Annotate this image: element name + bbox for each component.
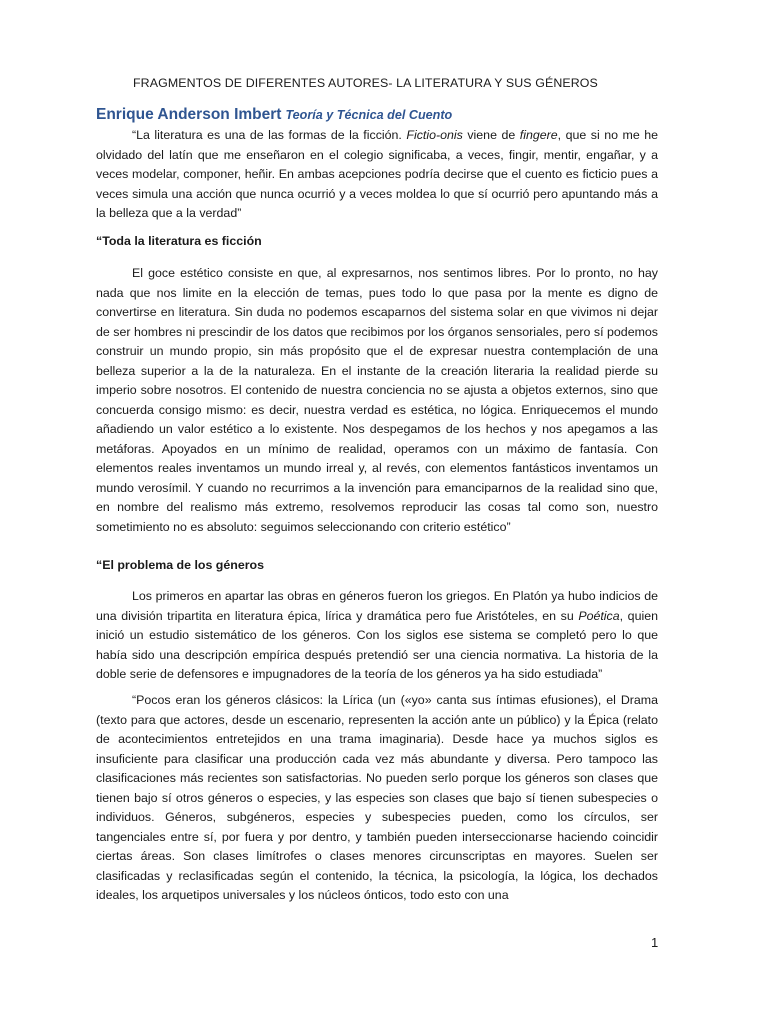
subheading-literature-fiction: “Toda la literatura es ficción	[96, 234, 262, 248]
intro-paragraph	[96, 126, 658, 224]
author-name: Enrique Anderson Imbert	[96, 106, 282, 123]
paragraph-greeks	[96, 587, 658, 685]
intro-text-1: “La literatura es una de las formas de la ficción.	[132, 128, 407, 142]
source-heading	[96, 106, 452, 124]
greeks-italic: Poética	[578, 608, 620, 623]
document-title: FRAGMENTOS DE DIFERENTES AUTORES- LA LITERATURA Y SUS GÉNEROS	[133, 76, 598, 90]
intro-italic-1: Fictio-onis	[406, 128, 463, 142]
book-title: Teoría y Técnica del Cuento	[285, 108, 453, 122]
paragraph-aesthetic: El goce estético consiste en que, al expresarnos, nos sentimos libres. Por lo pronto, no hay nada que nos limite en la elección de temas, pues todo lo que pasa por la mente es digno de convertirse en literatura. Sin duda no podemos escaparnos del sistema solar en que vivimos ni dejar de ser hombres ni prescindir de los datos que recibimos por los órganos sensoriales, pero sí podemos construir un mundo propio, sin más propósito que el de expresar nuestra contemplación de una belleza superior a la de la naturaleza. En el instante de la creación literaria la realidad pierde su imperio sobre nosotros. El contenido de nuestra conciencia no se ajusta a objetos externos, sino que concuerda consigo mismo: es decir, nuestra verdad es estética, no lógica. Enriquecemos el mundo añadiendo un valor estético a lo existente. Nos despegamos de los hechos y nos apegamos a las metáforas. Apoyados en un mínimo de realidad, operamos con un máximo de fantasía. Con elementos reales inventamos un mundo irreal y, al revés, con elementos fantásticos inventamos un mundo verosímil. Y cuando no recurrimos a la invención para emanciparnos de la realidad sino que, en nombre del realismo más extremo, resolvemos reproducir las cosas tal como son, nuestro sometimiento no es absoluto: seguimos seleccionando con criterio estético”	[96, 266, 658, 534]
intro-italic-2: fingere	[519, 128, 558, 142]
subheading-genres-problem: “El problema de los géneros	[96, 558, 265, 572]
greeks-text-1: Los primeros en apartar las obras en géneros fueron los griegos. En Platón ya hubo indicios de una división tripartita en literatura épica, lírica y dramática pero fue Aristóteles, en su	[96, 589, 658, 623]
page-number: 1	[651, 935, 659, 950]
intro-text-2: viene de	[462, 128, 520, 142]
greeks-text-2: , quien inició un estudio sistemático de los géneros. Con los siglos ese sistema se completó pero lo que había sido una descripción empírica después pretendió ser una ciencia normativa. La historia de la doble serie de defensores e impugnadores de la teoría de los géneros ya ha sido estudiada”	[96, 608, 659, 681]
intro-text-3: , que si no me he olvidado del latín que me enseñaron en el colegio significaba, a veces, fingir, mentir, engañar, y a veces modelar, componer, heñir. En ambas acepciones podría decirse que el cuento es ficticio pues a veces simula una acción que nunca ocurrió y a veces moldea lo que sí ocurrió pero apuntando más a la belleza que a la verdad”	[96, 128, 659, 220]
paragraph-classic-genres: “Pocos eran los géneros clásicos: la Lírica (un («yo» canta sus íntimas efusiones), el Drama (texto para que actores, desde un escenario, representen la acción ante un público) y la Épica (relato de acontecimientos entretejidos en una trama imaginaria). Desde hace ya muchos siglos es insuficiente para clasificar una producción cada vez más abundante y diversa. Pero tampoco las clasificaciones más recientes son satisfactorias. No pueden serlo porque los géneros son clases que tienen bajo sí otros géneros o especies, y las especies son clases que bajo sí tienen subespecies o individuos. Géneros, subgéneros, especies y subespecies pueden, como los círculos, ser tangenciales entre sí, por fuera y por dentro, y también pueden interseccionarse haciendo coincidir ciertas áreas. Son clases limítrofes o clases menores circunscriptas en mayores. Suelen ser clasificadas y reclasificadas según el contenido, la técnica, la psicología, la lógica, los dechados ideales, los arquetipos universales y los núcleos ónticos, todo esto con una	[96, 693, 658, 902]
